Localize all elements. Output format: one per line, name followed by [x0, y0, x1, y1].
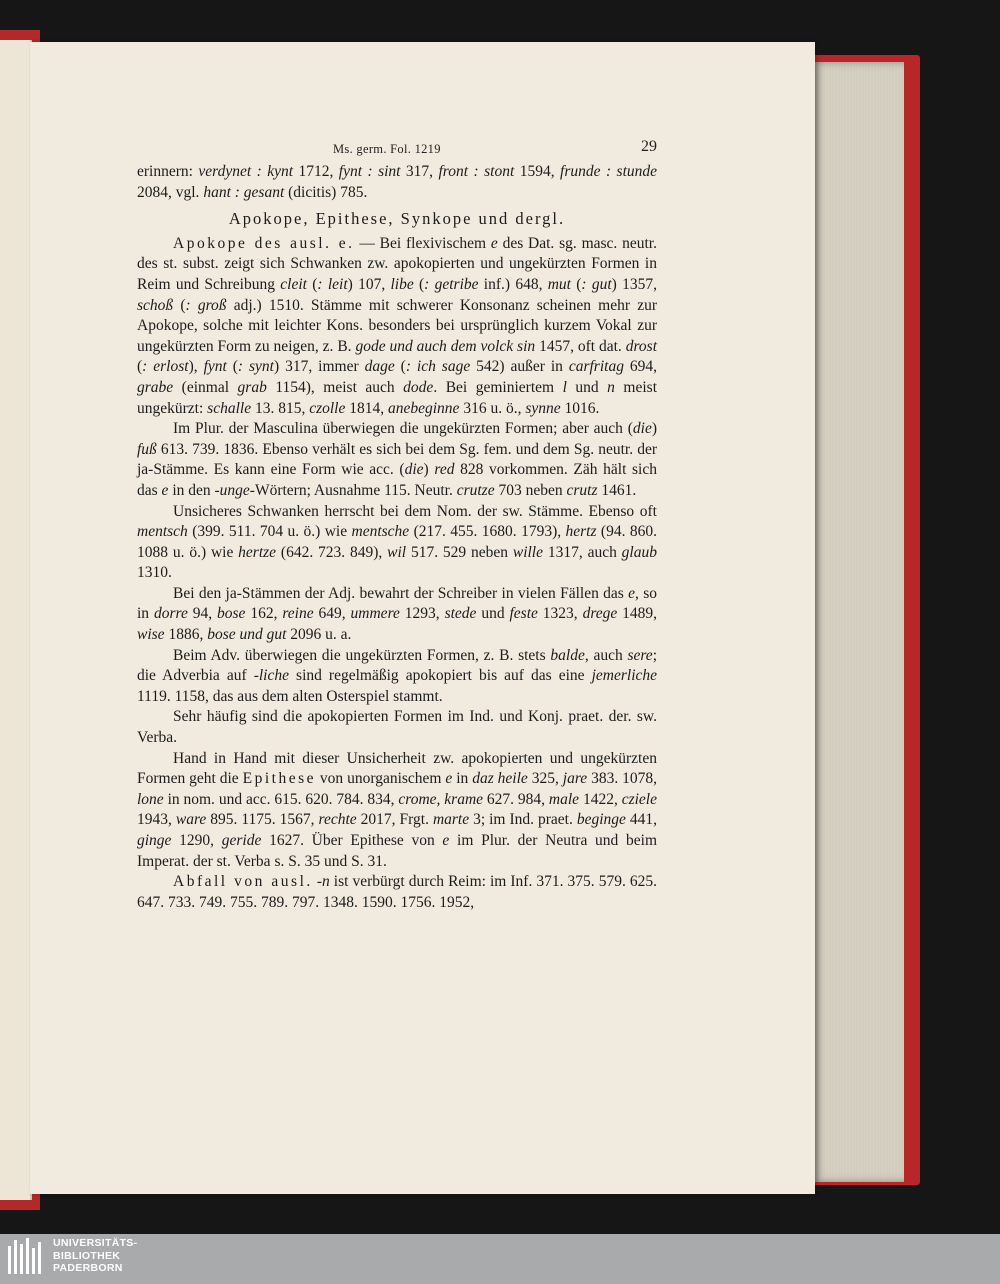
italic-run: balde — [550, 646, 585, 664]
text-run: 2084, vgl. — [137, 183, 204, 201]
text-run: (94. 860. 1088 u. ö.) wie — [137, 523, 657, 561]
italic-run: : erlost — [142, 358, 189, 376]
italic-run: bose und gut — [207, 626, 287, 644]
italic-run: ginge — [137, 832, 172, 849]
text-run: 613. 739. 1836. Ebenso verhält es sich bei dem Sg. fem. und dem Sg. neutr. der ja-Stämme. Es kann eine Form wie acc. ( — [137, 440, 657, 479]
paragraph — [137, 419, 657, 501]
text-run: ) — [651, 420, 657, 438]
text-run: 1317, auch — [543, 543, 622, 561]
text-run: 1886, — [164, 626, 208, 644]
text-run: 3; im Ind. praet. — [469, 811, 577, 829]
italic-run: : leit — [317, 275, 348, 293]
italic-run: grab — [237, 378, 267, 396]
italic-run: jemerliche — [591, 667, 658, 685]
italic-run: : ich sage — [405, 358, 471, 376]
text-run: 1627. Über Epithese von — [261, 832, 443, 849]
italic-run: e — [490, 234, 498, 252]
paragraph — [137, 872, 657, 913]
text-run: — Bei flexivischem — [354, 234, 491, 252]
italic-run: wise — [137, 626, 165, 644]
italic-run: die — [632, 420, 652, 438]
text-run: 317, — [400, 163, 439, 180]
text-run: erinnern: — [137, 163, 199, 180]
italic-run: geride — [221, 832, 262, 849]
text-run: Hand in Hand mit dieser Unsicherheit zw. apokopierten und ungekürzten Formen geht die — [137, 749, 657, 788]
library-footer — [0, 1234, 1000, 1284]
italic-run: drost — [625, 337, 658, 355]
italic-run: sere — [627, 646, 653, 664]
spaced-run: Abfall von ausl. — [173, 873, 313, 891]
text-run: ( — [137, 358, 143, 376]
italic-run: bose — [217, 605, 246, 623]
italic-run: e — [161, 481, 169, 499]
italic-run: hertz — [565, 523, 597, 541]
text-run: , auch — [584, 646, 628, 664]
text-run: (einmal — [173, 378, 238, 396]
italic-run: mut — [547, 275, 571, 293]
italic-run: : gut — [581, 275, 612, 293]
spaced-run: Epithese — [242, 770, 316, 788]
italic-run: beginge — [576, 811, 626, 829]
text-run: 1290, — [171, 832, 222, 849]
italic-run: hertze — [238, 543, 277, 561]
text-run: ) 317, immer — [274, 358, 365, 376]
italic-run: cziele — [621, 790, 657, 808]
italic-run: male — [548, 790, 580, 808]
library-logo-text — [53, 1237, 137, 1275]
text-run: Wörtern; Ausnahme 115. Neutr. — [254, 481, 457, 499]
text-run: 1310. — [137, 564, 172, 582]
italic-run: n — [607, 378, 615, 396]
italic-run: ware — [175, 811, 207, 829]
italic-run: frunde : stunde — [560, 163, 658, 180]
text-run: ( — [306, 275, 318, 293]
text-run: 1323, — [537, 605, 583, 623]
italic-run: mentsch — [137, 523, 188, 541]
italic-run: reine — [282, 605, 314, 623]
text-run: 1489, — [617, 605, 658, 623]
italic-run: dorre — [153, 605, 188, 623]
paragraph — [137, 707, 657, 748]
italic-run: crutz — [566, 481, 598, 499]
italic-run: fynt — [203, 358, 227, 376]
italic-run: front : stont — [438, 163, 515, 180]
italic-run: anebeginne — [387, 399, 460, 417]
text-run: 1154), meist auch — [266, 378, 404, 396]
book-page — [30, 42, 815, 1194]
text-run: ) — [423, 461, 435, 479]
running-head: Ms. germ. Fol. 1219 — [333, 142, 441, 156]
text-run: 627. 984, — [483, 790, 549, 808]
paragraph — [137, 234, 657, 419]
text-run: 383. 1078, — [587, 770, 658, 788]
italic-run: e — [628, 584, 636, 602]
text-run: (642. 723. 849), — [276, 543, 388, 561]
text-run: Unsicheres Schwanken herrscht bei dem Nom. der sw. Stämme. Ebenso oft — [173, 502, 657, 520]
text-run: Bei den ja-Stämmen der Adj. bewahrt der Schreiber in vielen Fällen das — [173, 584, 629, 602]
italic-run: glaub — [621, 543, 657, 561]
italic-run: drege — [582, 605, 618, 623]
italic-run: marte — [432, 811, 470, 829]
text-run: Sehr häufig sind die apokopierten Formen im Ind. und Konj. praet. der. sw. Verba. — [137, 708, 657, 747]
italic-run: red — [434, 461, 455, 479]
left-page-edge — [0, 40, 32, 1200]
library-logo-icon — [6, 1238, 46, 1280]
text-run: in den — [168, 481, 215, 499]
text-run: 1422, — [579, 790, 622, 808]
text-run: in nom. und acc. 615. 620. 784. 834, — [163, 790, 399, 808]
text-run: (399. 511. 704 u. ö.) wie — [187, 523, 352, 541]
text-run: 162, — [245, 605, 283, 623]
italic-run: l — [562, 378, 567, 396]
logo-line: UNIVERSITÄTS- — [53, 1237, 138, 1249]
text-run: sind regelmäßig apokopiert bis auf das eine — [289, 667, 592, 685]
text-run: 1594, — [514, 163, 561, 180]
italic-run: daz heile — [472, 770, 528, 788]
text-run: 1457, oft dat. — [535, 337, 626, 355]
italic-run: dage — [364, 358, 395, 376]
text-run: (dicitis) 785. — [284, 183, 368, 201]
italic-run: -n — [316, 873, 330, 891]
italic-run: stede — [444, 605, 477, 623]
body-text — [137, 162, 657, 913]
text-run: ( — [413, 275, 425, 293]
italic-run: fynt : sint — [338, 163, 401, 180]
italic-run: jare — [562, 770, 588, 788]
text-run: ) 107, — [347, 275, 391, 293]
section-title: Apokope, Epithese, Synkope und dergl. — [228, 209, 566, 229]
italic-run: : groß — [185, 296, 227, 314]
page-number: 29 — [641, 138, 657, 155]
italic-run: -unge- — [214, 481, 255, 499]
text-run: ; die Adverbia auf — [137, 646, 657, 685]
text-run: 542) außer in — [470, 358, 569, 376]
text-run: 895. 1175. 1567, — [206, 811, 319, 829]
italic-run: wille — [512, 543, 543, 561]
text-run: Beim Adv. überwiegen die ungekürzten Formen, z. B. stets — [173, 646, 551, 664]
text-run: 1943, — [137, 811, 176, 829]
italic-run: lone — [137, 790, 164, 808]
page-content — [137, 138, 657, 913]
italic-run: : synt — [237, 358, 274, 376]
italic-run: rechte — [318, 811, 357, 829]
italic-run: dode — [403, 378, 434, 396]
italic-run: synne — [525, 399, 561, 417]
text-run: 1814, — [345, 399, 388, 417]
text-run: von unorganischem — [315, 770, 446, 788]
italic-run: ummere — [350, 605, 400, 623]
text-run: 703 neben — [494, 481, 567, 499]
text-run: , so in — [137, 584, 657, 623]
italic-run: czolle — [309, 399, 346, 417]
italic-run: e — [445, 770, 453, 788]
text-run: in — [452, 770, 473, 788]
italic-run: crome, krame — [398, 790, 484, 808]
text-run: inf.) 648, — [478, 275, 548, 293]
text-run: ( — [570, 275, 582, 293]
text-run: meist ungekürzt: — [137, 378, 657, 417]
italic-run: die — [404, 461, 424, 479]
italic-run: fuß — [137, 440, 157, 458]
text-run: ist verbürgt durch Reim: im Inf. 371. 375. 579. 625. 647. 733. 749. 755. 789. 797. 1348. 1590. 1756. 1952, — [137, 873, 657, 911]
text-run: . Bei geminiertem — [433, 378, 563, 396]
paragraph — [137, 502, 657, 584]
italic-run: schoß — [137, 296, 174, 314]
text-run: 1461. — [597, 481, 637, 499]
text-run: und — [566, 378, 608, 396]
text-run: adj.) 1510. Stämme mit schwerer Konsonanz scheinen mehr zur Apokope, solche mit leichter Kons. besonders bei ursprünglich kurzem Vokal zur ungekürzten Form zu neigen, z. B. — [137, 296, 657, 355]
text-run: 441, — [625, 811, 658, 829]
text-run: Im Plur. der Masculina überwiegen die ungekürzten Formen; aber auch ( — [173, 420, 633, 438]
text-run: 2017, Frgt. — [356, 811, 433, 829]
text-run: 94, — [187, 605, 217, 623]
text-run: des Dat. sg. masc. neutr. des st. subst. zeigt sich Schwanken zw. apokopierten und ungekürzten Formen in Reim und Schreibung — [137, 234, 657, 293]
text-run: 1016. — [560, 399, 600, 417]
text-run: im Plur. der Neutra und beim Imperat. der st. Verba s. S. 35 und S. 31. — [137, 832, 657, 870]
italic-run: -liche — [253, 667, 289, 685]
text-run: ), — [188, 358, 204, 376]
page-block-edge — [812, 62, 904, 1182]
logo-line: PADERBORN — [53, 1262, 123, 1274]
text-run: 517. 529 neben — [406, 543, 513, 561]
italic-run: libe — [390, 275, 414, 293]
text-run: ) 1357, — [611, 275, 657, 293]
text-run: 2096 u. a. — [286, 626, 352, 644]
text-run: ( — [173, 296, 186, 314]
italic-run: e — [442, 832, 450, 849]
text-run: 1712, — [293, 163, 339, 180]
italic-run: gode und auch dem volck sin — [355, 337, 536, 355]
text-run: 828 vorkommen. Zäh hält sich das — [137, 461, 657, 499]
text-run: 649, — [313, 605, 351, 623]
italic-run: cleit — [280, 275, 307, 293]
italic-run: hant : gesant — [203, 183, 285, 201]
italic-run: : getribe — [424, 275, 479, 293]
italic-run: wil — [387, 543, 407, 561]
italic-run: schalle — [207, 399, 252, 417]
text-run: und — [476, 605, 510, 623]
text-run: 316 u. ö., — [459, 399, 526, 417]
italic-run: feste — [509, 605, 538, 623]
italic-run: grabe — [137, 378, 174, 396]
logo-line: BIBLIOTHEK — [53, 1249, 121, 1262]
paragraph — [137, 646, 657, 708]
paragraph — [137, 162, 657, 203]
text-run: (217. 455. 1680. 1793), — [409, 523, 566, 541]
text-run: 1293, — [399, 605, 445, 623]
paragraph — [137, 584, 657, 646]
text-run: 13. 815, — [251, 399, 310, 417]
text-run: ( — [226, 358, 238, 376]
italic-run: mentsche — [351, 523, 410, 541]
text-run: ( — [394, 358, 406, 376]
italic-run: crutze — [456, 481, 495, 499]
text-run: 325, — [527, 770, 563, 788]
page-header — [137, 138, 657, 162]
text-run: 1119. 1158, das aus dem alten Osterspiel stammt. — [137, 687, 443, 705]
spaced-run: Apokope des ausl. e. — [173, 234, 355, 252]
italic-run: carfritag — [568, 358, 624, 376]
paragraph — [137, 749, 657, 873]
text-run: 694, — [623, 358, 658, 376]
italic-run: verdynet : kynt — [198, 163, 294, 180]
